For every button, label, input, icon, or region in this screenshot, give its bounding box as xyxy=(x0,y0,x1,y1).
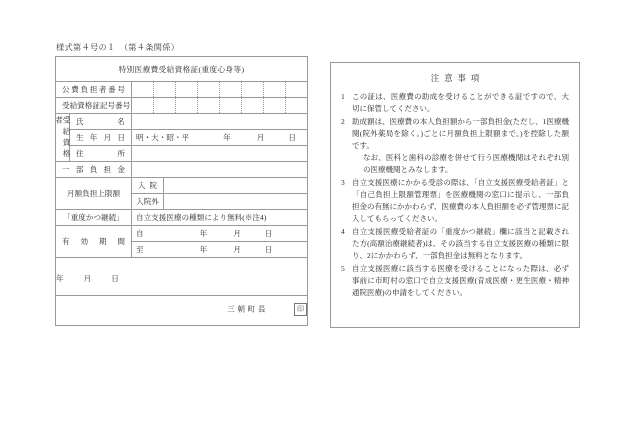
address-label: 住所 xyxy=(70,146,132,162)
notes-panel xyxy=(330,62,580,328)
table-row-public-burden-number xyxy=(56,82,308,98)
valid-from-field[interactable] xyxy=(132,226,308,242)
issue-date-field[interactable] xyxy=(56,258,308,296)
monthly-cap-outpatient-label: 入院外 xyxy=(132,194,164,210)
monthly-cap-inpatient-label: 入院 xyxy=(132,178,164,194)
digit-cell[interactable] xyxy=(154,82,176,97)
digit-cell[interactable] xyxy=(176,98,198,113)
note-subtext: なお、医科と歯科の診療を併せて行う医療機関はそれぞれ別の医療機関とみなします。 xyxy=(363,153,569,175)
severe-continuous-value: 自立支援医療の種類により無料(※注4) xyxy=(132,210,308,226)
table-row-signature xyxy=(56,296,308,326)
note-text: この証は、医療費の助成を受けることができる証ですので、大切に保管してください。 xyxy=(352,92,569,114)
monthly-cap-label: 月額負担上限額 xyxy=(56,178,132,210)
valid-from-day-unit: 日 xyxy=(264,229,273,238)
digit-cell[interactable] xyxy=(286,82,307,97)
digit-cell[interactable] xyxy=(132,82,154,97)
signature-area xyxy=(56,296,308,326)
name-value-field[interactable] xyxy=(132,114,308,130)
digit-cell[interactable] xyxy=(220,82,242,97)
valid-to-month-unit: 月 xyxy=(233,245,241,254)
list-item xyxy=(341,116,569,177)
table-row-birthdate xyxy=(56,130,308,146)
birthdate-year-unit: 年 xyxy=(223,133,231,142)
table-row-qualification-number xyxy=(56,98,308,114)
name-label: 氏名 xyxy=(70,114,132,130)
birthdate-day-unit: 日 xyxy=(288,133,296,142)
notes-list xyxy=(341,91,569,299)
note-number: 4 xyxy=(341,227,345,237)
recipient-vertical-label: 受給資格者 xyxy=(56,114,70,162)
digit-cells xyxy=(132,98,307,113)
address-value-field[interactable] xyxy=(132,146,308,162)
issue-year-unit: 年 xyxy=(56,273,64,283)
public-burden-number-label: 公費負担者番号 xyxy=(56,82,132,98)
note-text: 自立支援医療受給者証の「重度かつ継続」欄に該当と記載された方(高額治療継続者)は、その該当する自立支援医療の種類に限り、2にかかわらず、一部負担金は無料となります。 xyxy=(352,227,569,261)
valid-from-mark: 自 xyxy=(136,229,144,238)
digit-cell[interactable] xyxy=(264,82,286,97)
table-row-monthly-cap-inpatient xyxy=(56,178,308,194)
valid-to-year-unit: 年 xyxy=(199,245,208,254)
table-row-name xyxy=(56,114,308,130)
table-row-severe-continuous xyxy=(56,210,308,226)
certificate-title: 特別医療費受給資格証(重度心身等) xyxy=(56,57,308,82)
valid-to-mark: 至 xyxy=(136,245,144,254)
note-number: 5 xyxy=(341,263,345,273)
note-text: 自立支援医療に該当する医療を受けることになった際は、必ず事前に市町村の窓口で自立支援医療(育成医療・更生医療・精神通院医療)の申請をしてください。 xyxy=(352,263,569,298)
issuer-name: 三朝町長 xyxy=(227,303,269,313)
table-row-valid-from xyxy=(56,226,308,242)
digit-cell[interactable] xyxy=(264,98,286,113)
seal-icon: 印 xyxy=(294,303,307,316)
birthdate-label: 生年月日 xyxy=(70,130,132,146)
note-number: 3 xyxy=(341,177,345,187)
table-row-address xyxy=(56,146,308,162)
digit-cell[interactable] xyxy=(198,98,220,113)
digit-cell[interactable] xyxy=(242,98,264,113)
note-number: 1 xyxy=(341,92,345,101)
birthdate-month-unit: 月 xyxy=(256,133,265,142)
digit-cell[interactable] xyxy=(176,82,198,97)
severe-continuous-label: 「重度かつ継続」 xyxy=(56,210,132,226)
note-text: 自立支援医療にかかる受診の際は、「自立支援医療受給者証」と「自己負担上限額管理票」を医療機関の窓口に提示し、一部負担金の有無にかかわらず、医療費の本人負担額を必ず管理票に記入してもらってください。 xyxy=(352,177,569,224)
table-row-issue-date xyxy=(56,258,308,296)
era-options[interactable]: 明・大・昭・平 xyxy=(136,133,190,142)
digit-cell[interactable] xyxy=(132,98,154,113)
digit-cells xyxy=(132,82,307,97)
public-burden-number-field[interactable] xyxy=(132,82,308,98)
notes-title: 注意事項 xyxy=(430,74,485,83)
list-item xyxy=(341,226,569,262)
certificate-table xyxy=(55,56,308,326)
digit-cell[interactable] xyxy=(154,98,176,113)
form-code-label: 様式第４号の１ （第４条関係） xyxy=(56,43,180,52)
note-number: 2 xyxy=(341,116,345,126)
valid-to-day-unit: 日 xyxy=(264,245,273,254)
valid-from-month-unit: 月 xyxy=(233,229,241,238)
valid-to-field[interactable] xyxy=(132,242,308,258)
table-row-partial-burden xyxy=(56,162,308,178)
monthly-cap-outpatient-value-field[interactable] xyxy=(164,194,308,210)
partial-burden-label: 一部負担金 xyxy=(56,162,132,178)
qualification-number-label: 受給資格証記号番号 xyxy=(56,98,132,114)
valid-from-year-unit: 年 xyxy=(199,229,208,238)
birthdate-value-field[interactable] xyxy=(132,130,308,146)
list-item xyxy=(341,91,569,115)
digit-cell[interactable] xyxy=(242,82,264,97)
qualification-number-field[interactable] xyxy=(132,98,308,114)
digit-cell[interactable] xyxy=(286,98,307,113)
issue-day-unit: 日 xyxy=(111,273,119,283)
issue-month-unit: 月 xyxy=(83,273,92,283)
list-item xyxy=(341,263,569,299)
table-row-title xyxy=(56,57,308,82)
note-text: 助成額は、医療費の本人負担額から一部負担金(ただし、1医療機関(院外薬局を除く。)ごとに月額負担上限額まで。)を控除した額です。 xyxy=(352,116,569,151)
digit-cell[interactable] xyxy=(220,98,242,113)
valid-period-label: 有効期間 xyxy=(56,226,132,258)
list-item xyxy=(341,177,569,226)
partial-burden-value-field[interactable] xyxy=(132,162,308,178)
certificate-panel xyxy=(55,42,307,326)
monthly-cap-inpatient-value-field[interactable] xyxy=(164,178,308,194)
digit-cell[interactable] xyxy=(198,82,220,97)
